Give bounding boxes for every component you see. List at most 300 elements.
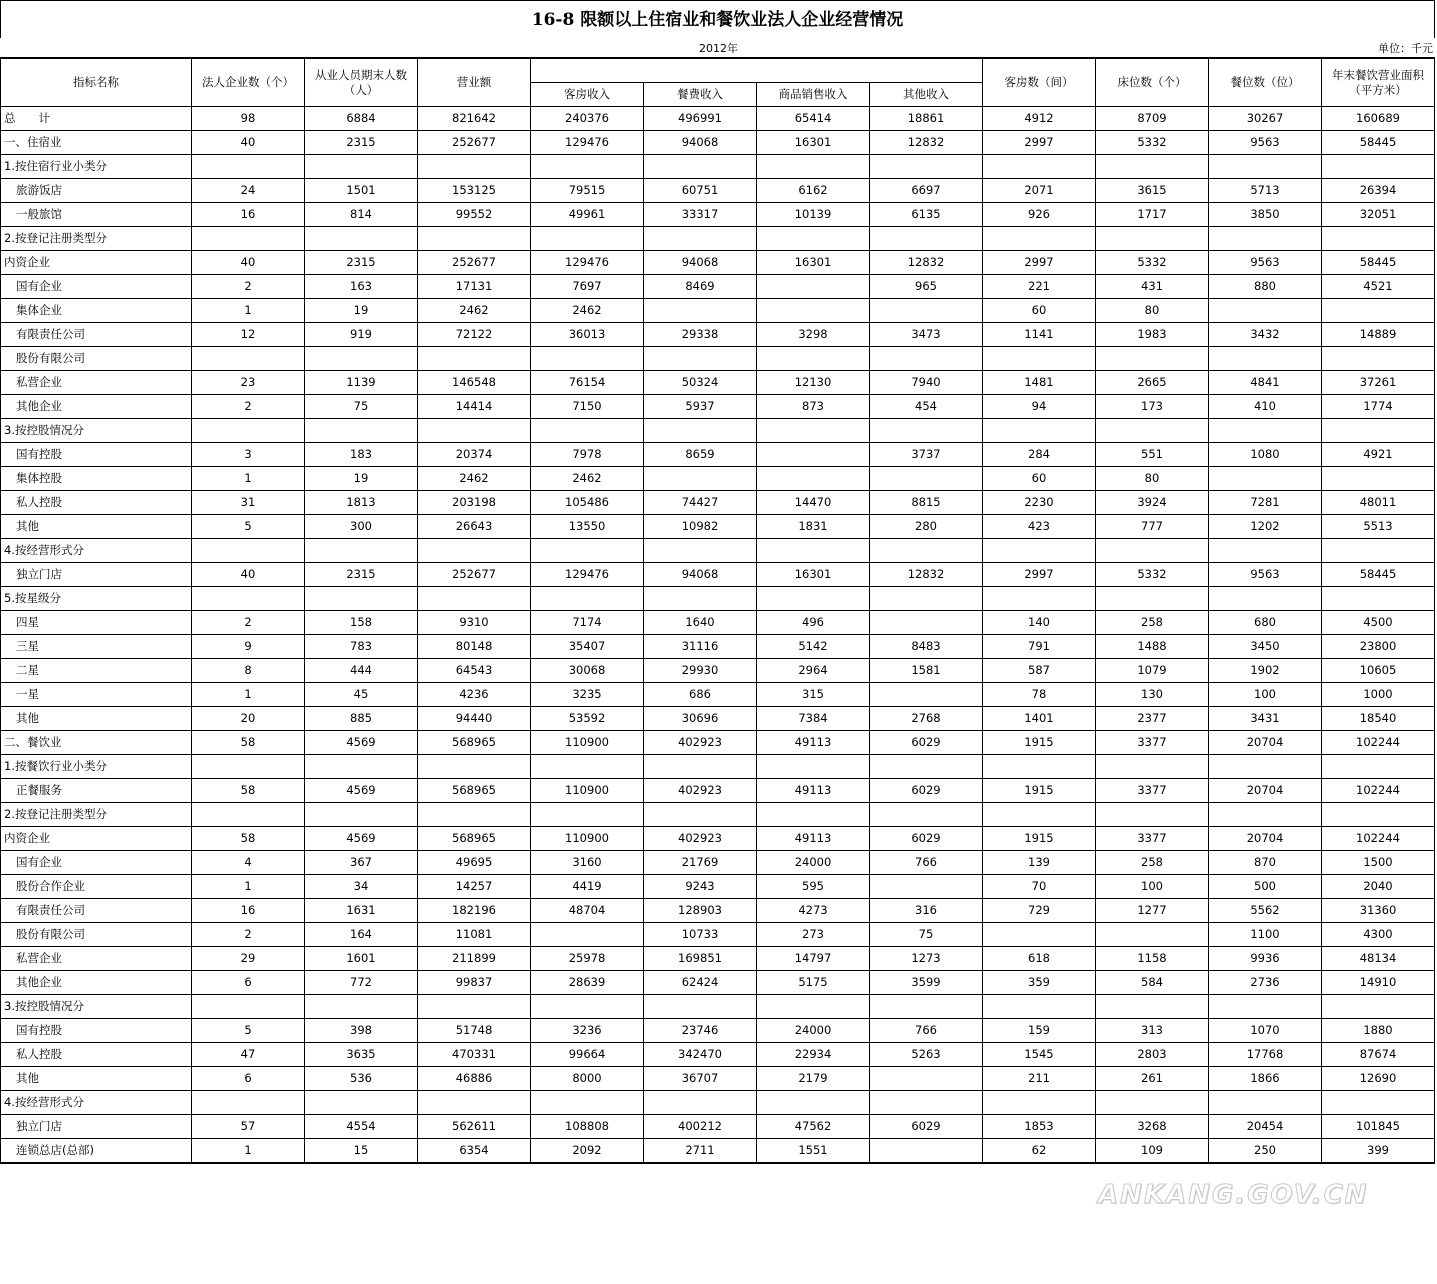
table-cell	[418, 995, 531, 1019]
table-cell: 1100	[1209, 923, 1322, 947]
table-cell	[531, 539, 644, 563]
table-cell: 2462	[418, 467, 531, 491]
table-cell: 587	[983, 659, 1096, 683]
table-cell: 2	[192, 923, 305, 947]
table-cell: 2736	[1209, 971, 1322, 995]
table-row	[1, 1043, 1435, 1067]
table-cell: 94068	[644, 131, 757, 155]
table-cell	[870, 755, 983, 779]
table-cell: 7150	[531, 395, 644, 419]
table-cell: 3268	[1096, 1115, 1209, 1139]
table-cell	[1322, 587, 1435, 611]
table-cell: 30696	[644, 707, 757, 731]
row-label: 其他企业	[1, 971, 192, 995]
table-cell: 129476	[531, 131, 644, 155]
table-cell	[644, 995, 757, 1019]
row-label: 二星	[1, 659, 192, 683]
table-cell: 100	[1096, 875, 1209, 899]
table-cell	[418, 155, 531, 179]
table-cell: 64543	[418, 659, 531, 683]
table-cell: 1277	[1096, 899, 1209, 923]
table-cell: 1551	[757, 1139, 870, 1164]
table-cell	[870, 611, 983, 635]
row-label: 二、餐饮业	[1, 731, 192, 755]
row-label: 四星	[1, 611, 192, 635]
table-cell: 203198	[418, 491, 531, 515]
table-cell: 23	[192, 371, 305, 395]
table-cell: 568965	[418, 827, 531, 851]
table-cell: 5263	[870, 1043, 983, 1067]
table-cell	[531, 347, 644, 371]
table-cell: 729	[983, 899, 1096, 923]
row-label: 总 计	[1, 107, 192, 131]
table-cell	[531, 419, 644, 443]
table-cell: 3236	[531, 1019, 644, 1043]
table-cell	[870, 587, 983, 611]
table-cell: 5713	[1209, 179, 1322, 203]
year-label: 2012年	[699, 42, 738, 55]
table-cell	[870, 155, 983, 179]
row-label: 三星	[1, 635, 192, 659]
table-cell: 94068	[644, 563, 757, 587]
table-cell	[192, 347, 305, 371]
table-cell	[531, 755, 644, 779]
table-row	[1, 155, 1435, 179]
table-cell: 2	[192, 395, 305, 419]
table-cell: 880	[1209, 275, 1322, 299]
table-cell: 250	[1209, 1139, 1322, 1164]
table-cell	[1322, 755, 1435, 779]
header-seats: 餐位数（位）	[1209, 58, 1322, 107]
table-cell: 40	[192, 131, 305, 155]
table-cell: 1500	[1322, 851, 1435, 875]
table-cell: 30267	[1209, 107, 1322, 131]
table-cell: 1581	[870, 659, 983, 683]
table-cell: 10139	[757, 203, 870, 227]
table-cell: 33317	[644, 203, 757, 227]
table-cell: 4912	[983, 107, 1096, 131]
table-cell	[1209, 539, 1322, 563]
table-row	[1, 515, 1435, 539]
table-cell	[1209, 587, 1322, 611]
table-cell: 14470	[757, 491, 870, 515]
table-cell: 50324	[644, 371, 757, 395]
table-cell	[192, 803, 305, 827]
table-cell	[305, 995, 418, 1019]
table-cell: 76154	[531, 371, 644, 395]
table-cell	[870, 995, 983, 1019]
table-cell: 7174	[531, 611, 644, 635]
table-cell: 3924	[1096, 491, 1209, 515]
table-cell	[757, 347, 870, 371]
table-cell	[1322, 419, 1435, 443]
table-cell	[644, 419, 757, 443]
table-cell: 36013	[531, 323, 644, 347]
table-cell	[1096, 539, 1209, 563]
table-cell	[192, 587, 305, 611]
table-cell: 2179	[757, 1067, 870, 1091]
row-label: 4.按经营形式分	[1, 1091, 192, 1115]
table-row	[1, 923, 1435, 947]
table-cell: 5332	[1096, 563, 1209, 587]
table-cell	[983, 227, 1096, 251]
table-cell	[192, 755, 305, 779]
table-cell: 1545	[983, 1043, 1096, 1067]
table-cell: 821642	[418, 107, 531, 131]
table-cell: 2092	[531, 1139, 644, 1164]
table-cell: 20374	[418, 443, 531, 467]
table-cell: 37261	[1322, 371, 1435, 395]
table-cell	[305, 539, 418, 563]
table-cell	[418, 587, 531, 611]
table-cell: 20	[192, 707, 305, 731]
table-cell: 1831	[757, 515, 870, 539]
table-cell: 680	[1209, 611, 1322, 635]
table-cell	[870, 539, 983, 563]
table-cell: 2711	[644, 1139, 757, 1164]
table-cell: 1273	[870, 947, 983, 971]
table-cell: 2315	[305, 131, 418, 155]
table-row	[1, 755, 1435, 779]
table-cell: 5513	[1322, 515, 1435, 539]
table-cell: 8659	[644, 443, 757, 467]
table-cell: 568965	[418, 779, 531, 803]
table-cell	[305, 419, 418, 443]
table-cell: 4273	[757, 899, 870, 923]
table-cell: 53592	[531, 707, 644, 731]
table-cell	[983, 1091, 1096, 1115]
table-cell	[644, 803, 757, 827]
table-cell: 31	[192, 491, 305, 515]
table-cell: 919	[305, 323, 418, 347]
table-row	[1, 1091, 1435, 1115]
table-cell: 9563	[1209, 251, 1322, 275]
table-cell: 60	[983, 299, 1096, 323]
table-cell: 169851	[644, 947, 757, 971]
table-cell: 29338	[644, 323, 757, 347]
row-label: 旅游饭店	[1, 179, 192, 203]
table-row	[1, 1139, 1435, 1164]
data-table	[0, 57, 1435, 1164]
table-cell: 5142	[757, 635, 870, 659]
row-label: 私营企业	[1, 371, 192, 395]
table-cell: 4500	[1322, 611, 1435, 635]
row-label: 4.按经营形式分	[1, 539, 192, 563]
table-cell: 1774	[1322, 395, 1435, 419]
table-cell: 2377	[1096, 707, 1209, 731]
watermark-logo: ANKANG.GOV.CN	[1098, 1180, 1369, 1210]
table-cell: 1488	[1096, 635, 1209, 659]
table-cell	[1209, 467, 1322, 491]
table-cell	[1096, 419, 1209, 443]
table-cell: 7978	[531, 443, 644, 467]
table-cell: 1915	[983, 779, 1096, 803]
table-cell	[305, 1091, 418, 1115]
row-label: 2.按登记注册类型分	[1, 803, 192, 827]
table-row	[1, 683, 1435, 707]
table-cell: 20704	[1209, 731, 1322, 755]
row-label: 集体企业	[1, 299, 192, 323]
table-cell: 1070	[1209, 1019, 1322, 1043]
table-cell: 12690	[1322, 1067, 1435, 1091]
table-cell: 8483	[870, 635, 983, 659]
table-cell: 8	[192, 659, 305, 683]
table-cell: 8709	[1096, 107, 1209, 131]
table-cell: 562611	[418, 1115, 531, 1139]
table-cell: 8000	[531, 1067, 644, 1091]
table-cell: 6	[192, 1067, 305, 1091]
table-cell	[1322, 227, 1435, 251]
table-cell: 814	[305, 203, 418, 227]
table-cell: 772	[305, 971, 418, 995]
table-cell	[531, 155, 644, 179]
table-cell	[983, 995, 1096, 1019]
table-row	[1, 659, 1435, 683]
table-cell: 36707	[644, 1067, 757, 1091]
table-cell: 402923	[644, 731, 757, 755]
table-cell: 252677	[418, 563, 531, 587]
table-cell: 4841	[1209, 371, 1322, 395]
table-cell	[1096, 227, 1209, 251]
table-row	[1, 227, 1435, 251]
table-cell	[1209, 803, 1322, 827]
table-cell	[1096, 347, 1209, 371]
table-cell: 3850	[1209, 203, 1322, 227]
table-cell	[1322, 1091, 1435, 1115]
table-cell	[870, 299, 983, 323]
table-cell	[983, 803, 1096, 827]
table-cell	[1322, 467, 1435, 491]
table-cell: 12832	[870, 131, 983, 155]
table-cell	[757, 275, 870, 299]
table-cell: 1139	[305, 371, 418, 395]
row-label: 其他	[1, 707, 192, 731]
table-cell: 500	[1209, 875, 1322, 899]
table-cell: 399	[1322, 1139, 1435, 1164]
table-cell: 470331	[418, 1043, 531, 1067]
header-catering-income: 餐费收入	[644, 83, 757, 107]
row-label: 1.按餐饮行业小类分	[1, 755, 192, 779]
table-cell	[983, 419, 1096, 443]
table-caption	[0, 38, 1437, 56]
row-label: 股份合作企业	[1, 875, 192, 899]
table-cell: 62424	[644, 971, 757, 995]
table-cell	[531, 227, 644, 251]
table-cell: 105486	[531, 491, 644, 515]
table-cell	[305, 347, 418, 371]
table-row	[1, 851, 1435, 875]
table-cell: 49113	[757, 731, 870, 755]
table-cell	[192, 419, 305, 443]
header-room-income: 客房收入	[531, 83, 644, 107]
row-label: 有限责任公司	[1, 899, 192, 923]
table-cell: 20454	[1209, 1115, 1322, 1139]
table-cell: 766	[870, 1019, 983, 1043]
table-cell: 300	[305, 515, 418, 539]
table-cell: 31360	[1322, 899, 1435, 923]
table-row	[1, 779, 1435, 803]
table-cell: 128903	[644, 899, 757, 923]
table-cell: 153125	[418, 179, 531, 203]
table-cell: 791	[983, 635, 1096, 659]
table-cell: 2803	[1096, 1043, 1209, 1067]
table-cell: 9	[192, 635, 305, 659]
table-cell	[870, 419, 983, 443]
table-cell: 1481	[983, 371, 1096, 395]
table-cell: 2462	[418, 299, 531, 323]
table-cell	[1322, 539, 1435, 563]
table-cell: 1915	[983, 827, 1096, 851]
table-cell: 410	[1209, 395, 1322, 419]
table-cell: 74427	[644, 491, 757, 515]
table-cell: 58	[192, 731, 305, 755]
table-cell	[1096, 995, 1209, 1019]
table-cell: 3298	[757, 323, 870, 347]
table-cell	[644, 755, 757, 779]
row-label: 国有控股	[1, 443, 192, 467]
table-cell	[1322, 299, 1435, 323]
table-cell: 1000	[1322, 683, 1435, 707]
table-cell: 783	[305, 635, 418, 659]
table-cell: 870	[1209, 851, 1322, 875]
table-cell: 70	[983, 875, 1096, 899]
table-row	[1, 131, 1435, 155]
table-cell	[870, 347, 983, 371]
table-cell	[192, 227, 305, 251]
table-cell: 273	[757, 923, 870, 947]
table-cell: 62	[983, 1139, 1096, 1164]
table-cell	[757, 227, 870, 251]
table-row	[1, 275, 1435, 299]
table-cell: 584	[1096, 971, 1209, 995]
table-cell	[418, 539, 531, 563]
table-cell: 258	[1096, 851, 1209, 875]
table-cell: 8815	[870, 491, 983, 515]
table-cell: 29930	[644, 659, 757, 683]
row-label: 内资企业	[1, 827, 192, 851]
table-cell	[870, 803, 983, 827]
table-cell: 211899	[418, 947, 531, 971]
table-cell	[870, 875, 983, 899]
table-cell: 686	[644, 683, 757, 707]
row-label: 国有控股	[1, 1019, 192, 1043]
table-cell	[1209, 1091, 1322, 1115]
table-cell: 58	[192, 779, 305, 803]
table-cell: 2997	[983, 251, 1096, 275]
table-cell: 40	[192, 563, 305, 587]
table-cell: 12	[192, 323, 305, 347]
table-cell: 6	[192, 971, 305, 995]
table-cell: 102244	[1322, 731, 1435, 755]
table-cell: 18540	[1322, 707, 1435, 731]
table-cell	[983, 155, 1096, 179]
table-row	[1, 251, 1435, 275]
row-label: 其他	[1, 515, 192, 539]
table-cell: 25978	[531, 947, 644, 971]
table-cell: 35407	[531, 635, 644, 659]
table-cell: 34	[305, 875, 418, 899]
table-cell: 5	[192, 515, 305, 539]
table-cell: 24000	[757, 851, 870, 875]
table-cell: 3432	[1209, 323, 1322, 347]
table-cell	[192, 155, 305, 179]
table-cell: 1631	[305, 899, 418, 923]
table-cell: 3615	[1096, 179, 1209, 203]
table-cell: 252677	[418, 131, 531, 155]
table-row	[1, 875, 1435, 899]
table-cell	[1096, 155, 1209, 179]
table-cell	[305, 587, 418, 611]
table-cell	[644, 1091, 757, 1115]
table-cell: 12832	[870, 563, 983, 587]
table-cell: 1983	[1096, 323, 1209, 347]
table-cell: 8469	[644, 275, 757, 299]
table-cell: 48011	[1322, 491, 1435, 515]
table-cell: 1902	[1209, 659, 1322, 683]
table-cell: 48134	[1322, 947, 1435, 971]
table-cell: 926	[983, 203, 1096, 227]
table-cell: 139	[983, 851, 1096, 875]
row-label: 私人控股	[1, 1043, 192, 1067]
table-cell: 261	[1096, 1067, 1209, 1091]
table-cell	[1209, 755, 1322, 779]
table-cell: 4	[192, 851, 305, 875]
table-cell	[1209, 995, 1322, 1019]
table-cell	[305, 803, 418, 827]
header-goods-income: 商品销售收入	[757, 83, 870, 107]
table-cell	[870, 683, 983, 707]
table-cell	[531, 803, 644, 827]
table-row	[1, 1019, 1435, 1043]
table-cell: 1141	[983, 323, 1096, 347]
row-label: 国有企业	[1, 275, 192, 299]
table-row	[1, 947, 1435, 971]
table-cell: 885	[305, 707, 418, 731]
row-label: 其他企业	[1, 395, 192, 419]
table-cell: 46886	[418, 1067, 531, 1091]
table-cell: 2071	[983, 179, 1096, 203]
table-cell: 158	[305, 611, 418, 635]
header-enterprises: 法人企业数（个）	[192, 58, 305, 107]
table-cell: 6029	[870, 731, 983, 755]
table-cell: 2964	[757, 659, 870, 683]
header-rooms: 客房数（间）	[983, 58, 1096, 107]
table-row	[1, 371, 1435, 395]
table-cell	[757, 587, 870, 611]
table-cell: 3235	[531, 683, 644, 707]
table-cell: 60751	[644, 179, 757, 203]
table-row	[1, 731, 1435, 755]
table-row	[1, 443, 1435, 467]
table-cell: 9243	[644, 875, 757, 899]
table-cell: 47	[192, 1043, 305, 1067]
table-cell: 4300	[1322, 923, 1435, 947]
table-cell: 183	[305, 443, 418, 467]
table-row	[1, 1115, 1435, 1139]
table-cell: 3635	[305, 1043, 418, 1067]
table-cell: 31116	[644, 635, 757, 659]
table-cell: 65414	[757, 107, 870, 131]
table-cell: 3	[192, 443, 305, 467]
table-cell: 26643	[418, 515, 531, 539]
table-cell	[1096, 755, 1209, 779]
table-cell: 11081	[418, 923, 531, 947]
table-cell	[870, 1139, 983, 1164]
table-cell: 3377	[1096, 779, 1209, 803]
table-cell: 108808	[531, 1115, 644, 1139]
table-row	[1, 899, 1435, 923]
table-cell: 400212	[644, 1115, 757, 1139]
